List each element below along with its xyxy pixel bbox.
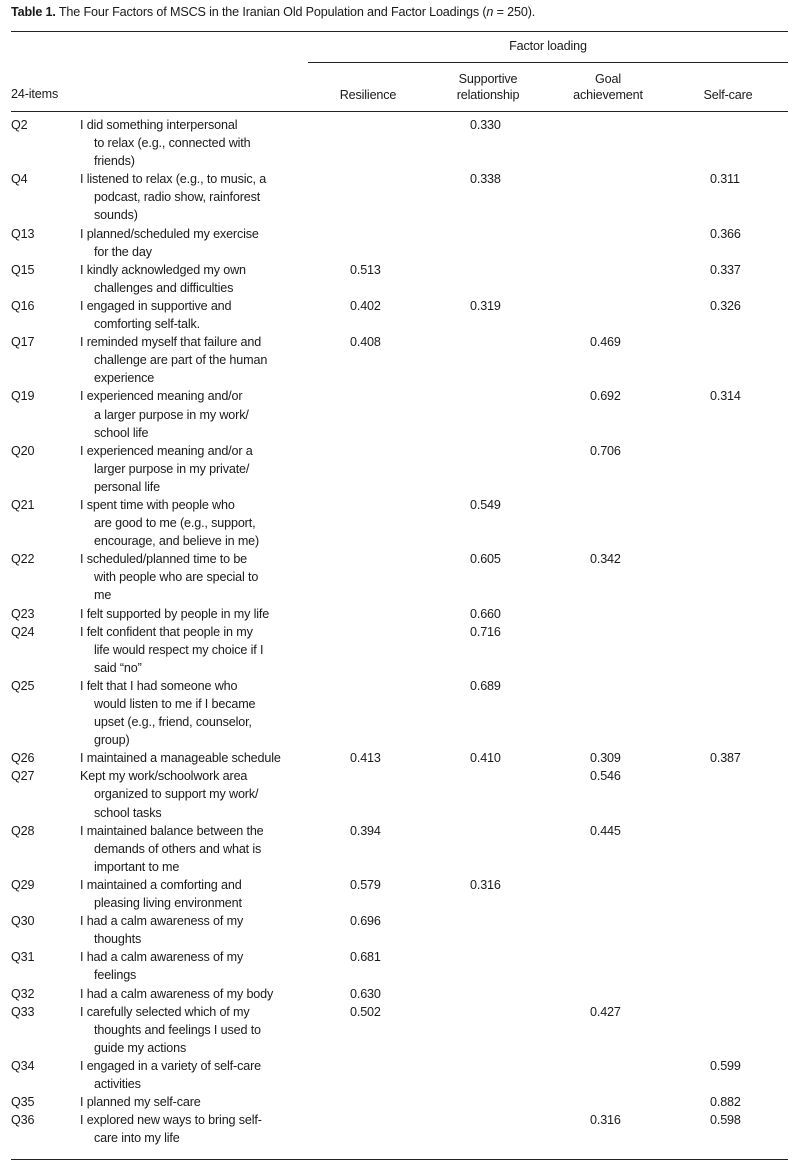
- item-id: Q19: [11, 389, 35, 404]
- item-id: Q17: [11, 335, 35, 350]
- header-line: [308, 71, 428, 87]
- loading-goal-achievement: 0.342: [590, 552, 621, 567]
- loading-supportive-relationship: [428, 333, 548, 387]
- description-line: thoughts: [94, 932, 142, 947]
- factor-loading-header: Factor loading: [509, 39, 587, 53]
- loading-goal-achievement: 0.706: [590, 443, 621, 458]
- item-description: [80, 1111, 308, 1147]
- item-id: Q13: [11, 226, 35, 241]
- item-id: Q4: [11, 172, 28, 187]
- loading-self-care: [668, 550, 788, 604]
- loading-goal-achievement: 0.692: [590, 389, 621, 404]
- item-description: [80, 297, 308, 333]
- description-line: I carefully selected which of my: [80, 1004, 250, 1019]
- description-line: are good to me (e.g., support,: [94, 516, 256, 531]
- bottom-rule: [11, 1159, 788, 1160]
- loading-self-care: [668, 948, 788, 984]
- loading-resilience: 0.696: [350, 914, 381, 929]
- loading-resilience: [308, 1093, 428, 1111]
- loading-resilience: [308, 605, 428, 623]
- item-description: [80, 912, 308, 948]
- header-line: [668, 71, 788, 87]
- description-line: said “no”: [94, 660, 142, 675]
- description-line: care into my life: [94, 1131, 180, 1146]
- loading-goal-achievement: [548, 677, 668, 749]
- description-line: I scheduled/planned time to be: [80, 552, 248, 567]
- table-row: [0, 912, 797, 948]
- header-line: Self-care: [703, 88, 753, 102]
- item-id: Q21: [11, 497, 35, 512]
- table-caption: [11, 5, 535, 19]
- loading-self-care: [668, 1003, 788, 1057]
- item-id: Q33: [11, 1004, 35, 1019]
- loading-self-care: [668, 822, 788, 876]
- loading-self-care: 0.337: [710, 262, 741, 277]
- item-id: Q15: [11, 262, 35, 277]
- loading-goal-achievement: 0.445: [590, 823, 621, 838]
- table-row: [0, 749, 797, 767]
- description-line: I explored new ways to bring self-: [80, 1113, 262, 1128]
- description-line: activities: [94, 1076, 141, 1091]
- header-line: Supportive: [458, 72, 518, 86]
- item-id: Q30: [11, 914, 35, 929]
- table-row: [0, 442, 797, 496]
- loading-supportive-relationship: 0.549: [470, 497, 501, 512]
- loading-self-care: 0.311: [710, 172, 740, 187]
- loading-resilience: [308, 225, 428, 261]
- item-description: [80, 876, 308, 912]
- header-line: Resilience: [339, 88, 397, 102]
- loading-goal-achievement: 0.546: [590, 769, 621, 784]
- description-line: school tasks: [94, 805, 162, 820]
- loading-goal-achievement: [548, 948, 668, 984]
- table-row: [0, 1111, 797, 1147]
- loading-supportive-relationship: 0.316: [470, 877, 501, 892]
- table-row: [0, 261, 797, 297]
- caption-n-value: = 250).: [493, 5, 536, 19]
- loading-supportive-relationship: [428, 948, 548, 984]
- description-line: school life: [94, 425, 149, 440]
- description-line: organized to support my work/: [94, 787, 259, 802]
- description-line: I maintained balance between the: [80, 823, 264, 838]
- loading-supportive-relationship: [428, 261, 548, 297]
- description-line: I engaged in a variety of self-care: [80, 1058, 261, 1073]
- loading-resilience: [308, 1057, 428, 1093]
- column-header-supportive-relationship: [428, 71, 548, 103]
- loading-goal-achievement: 0.309: [590, 751, 621, 766]
- loading-goal-achievement: [548, 1093, 668, 1111]
- item-id: Q20: [11, 443, 35, 458]
- header-line: Goal: [594, 72, 621, 86]
- loading-goal-achievement: [548, 912, 668, 948]
- description-line: encourage, and believe in me): [94, 534, 260, 549]
- loading-goal-achievement: [548, 623, 668, 677]
- description-line: larger purpose in my private/: [94, 461, 250, 476]
- description-line: guide my actions: [94, 1040, 187, 1055]
- loading-goal-achievement: [548, 225, 668, 261]
- loading-supportive-relationship: [428, 1111, 548, 1147]
- item-description: [80, 749, 308, 767]
- table-row: [0, 496, 797, 550]
- description-line: with people who are special to: [94, 570, 259, 585]
- loading-supportive-relationship: [428, 985, 548, 1003]
- caption-text: The Four Factors of MSCS in the Iranian Old Population and Factor Loadings (: [58, 5, 487, 19]
- description-line: I did something interpersonal: [80, 118, 238, 132]
- table-row: [0, 948, 797, 984]
- item-id: Q28: [11, 823, 35, 838]
- loading-supportive-relationship: 0.410: [470, 751, 501, 766]
- description-line: me: [94, 588, 112, 603]
- description-line: I felt supported by people in my life: [80, 606, 270, 621]
- loading-goal-achievement: 0.427: [590, 1004, 621, 1019]
- loading-resilience: 0.579: [350, 877, 381, 892]
- loading-self-care: [668, 442, 788, 496]
- loading-goal-achievement: [548, 1057, 668, 1093]
- loading-self-care: 0.366: [710, 226, 741, 241]
- description-line: feelings: [94, 968, 137, 983]
- description-line: group): [94, 733, 130, 748]
- item-description: [80, 333, 308, 387]
- item-description: [80, 225, 308, 261]
- loading-supportive-relationship: [428, 442, 548, 496]
- loading-supportive-relationship: [428, 387, 548, 441]
- loading-supportive-relationship: 0.319: [470, 298, 501, 313]
- table-row: [0, 1003, 797, 1057]
- item-description: [80, 1057, 308, 1093]
- item-id: Q31: [11, 950, 35, 965]
- description-line: challenge are part of the human: [94, 353, 268, 368]
- header-line: relationship: [456, 88, 520, 102]
- description-line: I experienced meaning and/or: [80, 389, 243, 404]
- table-row: [0, 1057, 797, 1093]
- description-line: challenges and difficulties: [94, 280, 234, 295]
- description-line: I had a calm awareness of my body: [80, 986, 274, 1001]
- table-row: [0, 767, 797, 821]
- item-id: Q36: [11, 1113, 35, 1128]
- loading-goal-achievement: 0.316: [590, 1113, 621, 1128]
- description-line: pleasing living environment: [94, 896, 242, 911]
- description-line: personal life: [94, 479, 160, 494]
- loading-resilience: 0.394: [350, 823, 381, 838]
- table-row: [0, 170, 797, 224]
- loading-resilience: [308, 442, 428, 496]
- loading-supportive-relationship: [428, 1003, 548, 1057]
- item-id: Q25: [11, 678, 35, 693]
- loading-self-care: [668, 623, 788, 677]
- item-description: [80, 442, 308, 496]
- description-line: I planned my self-care: [80, 1095, 201, 1110]
- loading-resilience: 0.513: [350, 262, 381, 277]
- loading-supportive-relationship: 0.605: [470, 552, 501, 567]
- table-row: [0, 297, 797, 333]
- loading-supportive-relationship: 0.338: [470, 172, 501, 187]
- item-id: Q22: [11, 552, 35, 567]
- loading-supportive-relationship: [428, 225, 548, 261]
- item-id: Q2: [11, 118, 28, 132]
- top-rule: [11, 31, 788, 32]
- loading-resilience: [308, 623, 428, 677]
- description-line: comforting self-talk.: [94, 317, 201, 332]
- table-row: [0, 605, 797, 623]
- table-row: [0, 623, 797, 677]
- loading-self-care: 0.882: [710, 1095, 741, 1110]
- loading-goal-achievement: [548, 297, 668, 333]
- item-description: [80, 170, 308, 224]
- description-line: I kindly acknowledged my own: [80, 262, 246, 277]
- loading-resilience: 0.681: [350, 950, 381, 965]
- loading-supportive-relationship: 0.716: [470, 624, 501, 639]
- description-line: to relax (e.g., connected with: [94, 136, 251, 151]
- description-line: I had a calm awareness of my: [80, 950, 244, 965]
- loading-supportive-relationship: [428, 1093, 548, 1111]
- column-header-self-care: [668, 71, 788, 103]
- loading-goal-achievement: [548, 605, 668, 623]
- description-line: life would respect my choice if I: [94, 642, 264, 657]
- items-column-header: 24-items: [11, 87, 59, 101]
- loading-resilience: [308, 170, 428, 224]
- description-line: thoughts and feelings I used to: [94, 1022, 261, 1037]
- item-id: Q32: [11, 986, 35, 1001]
- table-row: [0, 116, 797, 170]
- loading-resilience: [308, 387, 428, 441]
- table-row: [0, 677, 797, 749]
- loading-supportive-relationship: 0.330: [470, 118, 501, 132]
- item-id: Q26: [11, 751, 35, 766]
- loading-resilience: [308, 767, 428, 821]
- item-description: [80, 550, 308, 604]
- loading-resilience: [308, 1111, 428, 1147]
- item-description: [80, 387, 308, 441]
- header-rule: [11, 111, 788, 112]
- description-line: friends): [94, 154, 135, 169]
- item-description: [80, 605, 308, 623]
- description-line: I had a calm awareness of my: [80, 914, 244, 929]
- loading-self-care: [668, 333, 788, 387]
- loading-resilience: [308, 677, 428, 749]
- loading-supportive-relationship: [428, 767, 548, 821]
- description-line: I maintained a comforting and: [80, 877, 242, 892]
- table-row: [0, 1093, 797, 1111]
- table-row: [0, 333, 797, 387]
- column-header-goal-achievement: [548, 71, 668, 103]
- loading-self-care: 0.598: [710, 1113, 741, 1128]
- item-id: Q29: [11, 877, 35, 892]
- table-row: [0, 985, 797, 1003]
- header-line: achievement: [573, 88, 643, 102]
- item-description: [80, 948, 308, 984]
- column-header-resilience: [308, 71, 428, 103]
- loading-self-care: 0.314: [710, 389, 741, 404]
- item-id: Q16: [11, 298, 35, 313]
- description-line: would listen to me if I became: [94, 697, 256, 711]
- loading-goal-achievement: 0.469: [590, 335, 621, 350]
- item-description: [80, 985, 308, 1003]
- loading-self-care: [668, 116, 788, 170]
- item-id: Q23: [11, 606, 35, 621]
- description-line: I felt that I had someone who: [80, 678, 238, 693]
- loading-self-care: [668, 985, 788, 1003]
- item-id: Q35: [11, 1095, 35, 1110]
- item-description: [80, 116, 308, 170]
- table-row: [0, 387, 797, 441]
- description-line: experience: [94, 371, 155, 386]
- loading-self-care: 0.599: [710, 1058, 741, 1073]
- item-description: [80, 1003, 308, 1057]
- item-description: [80, 261, 308, 297]
- item-description: [80, 822, 308, 876]
- loading-resilience: 0.630: [350, 986, 381, 1001]
- item-description: [80, 767, 308, 821]
- loading-self-care: [668, 677, 788, 749]
- loading-goal-achievement: [548, 116, 668, 170]
- description-line: upset (e.g., friend, counselor,: [94, 715, 252, 730]
- loading-self-care: [668, 767, 788, 821]
- loading-self-care: [668, 496, 788, 550]
- description-line: podcast, radio show, rainforest: [94, 190, 261, 205]
- description-line: sounds): [94, 208, 138, 223]
- item-description: [80, 496, 308, 550]
- loading-resilience: [308, 496, 428, 550]
- loading-self-care: 0.387: [710, 751, 741, 766]
- factor-loading-rule: [308, 62, 788, 63]
- description-line: I spent time with people who: [80, 497, 235, 512]
- table-row: [0, 876, 797, 912]
- item-description: [80, 1093, 308, 1111]
- description-line: I experienced meaning and/or a: [80, 443, 253, 458]
- loading-self-care: [668, 912, 788, 948]
- loading-resilience: 0.408: [350, 335, 381, 350]
- loading-resilience: [308, 550, 428, 604]
- description-line: I maintained a manageable schedule: [80, 751, 281, 766]
- description-line: demands of others and what is: [94, 841, 262, 856]
- loading-goal-achievement: [548, 985, 668, 1003]
- description-line: I felt confident that people in my: [80, 624, 253, 639]
- item-description: [80, 623, 308, 677]
- table-body: [0, 116, 797, 1147]
- loading-self-care: 0.326: [710, 298, 741, 313]
- loading-supportive-relationship: [428, 912, 548, 948]
- description-line: for the day: [94, 244, 152, 259]
- description-line: I planned/scheduled my exercise: [80, 226, 259, 241]
- table-row: [0, 550, 797, 604]
- loading-supportive-relationship: [428, 1057, 548, 1093]
- loading-goal-achievement: [548, 496, 668, 550]
- loading-resilience: 0.413: [350, 751, 381, 766]
- description-line: Kept my work/schoolwork area: [80, 769, 248, 784]
- loading-supportive-relationship: [428, 822, 548, 876]
- description-line: important to me: [94, 859, 180, 874]
- item-id: Q34: [11, 1058, 35, 1073]
- loading-supportive-relationship: 0.689: [470, 678, 501, 693]
- table-label: Table 1.: [11, 5, 56, 19]
- loading-goal-achievement: [548, 261, 668, 297]
- table-row: [0, 822, 797, 876]
- loading-resilience: 0.502: [350, 1004, 381, 1019]
- item-id: Q24: [11, 624, 35, 639]
- description-line: I engaged in supportive and: [80, 298, 232, 313]
- loading-resilience: [308, 116, 428, 170]
- loading-goal-achievement: [548, 876, 668, 912]
- item-id: Q27: [11, 769, 35, 784]
- loading-self-care: [668, 605, 788, 623]
- description-line: I reminded myself that failure and: [80, 335, 262, 350]
- loading-goal-achievement: [548, 170, 668, 224]
- loading-resilience: 0.402: [350, 298, 381, 313]
- item-description: [80, 677, 308, 749]
- description-line: I listened to relax (e.g., to music, a: [80, 172, 267, 187]
- table-row: [0, 225, 797, 261]
- caption-n: n: [486, 5, 494, 19]
- loading-self-care: [668, 876, 788, 912]
- loading-supportive-relationship: 0.660: [470, 606, 501, 621]
- description-line: a larger purpose in my work/: [94, 407, 249, 422]
